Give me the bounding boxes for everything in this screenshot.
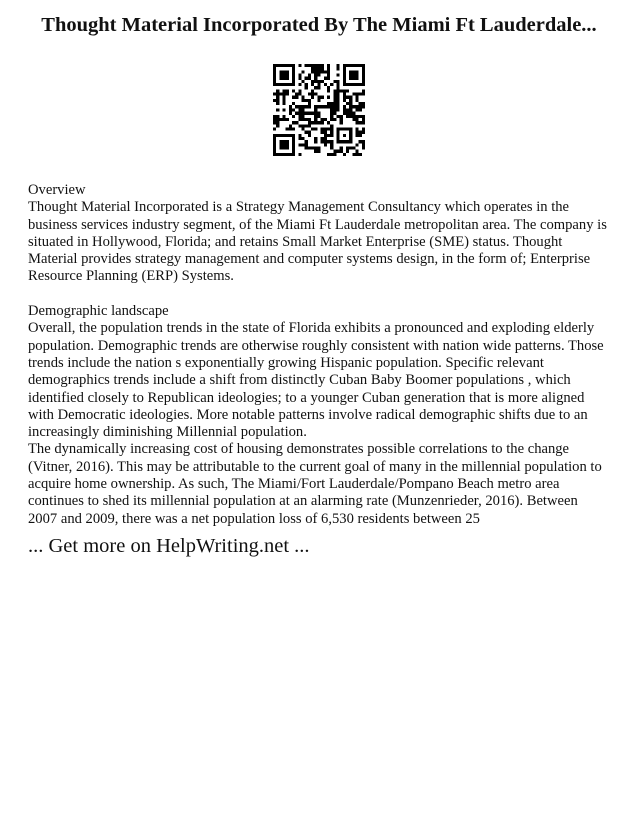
body-paragraph: Overall, the population trends in the state of Florida exhibits a pronounced and exploding elderly population. Demographic trends are otherwise roughly consistent with nation wide patterns. Those trends include the nation s exponentially growing Hispanic population. Specific relevant demographics trends include a shift from distinctly Cuban Baby Boomer populations , which identified closely to Republican ideologies; to a younger Cuban generation that is more aligned with Democratic ideologies. More notable patterns involve radical demographic shifts due to an increasingly diminishing Millennial population. [28, 320, 604, 441]
paragraph-spacer [28, 286, 610, 303]
section-heading: Demographic landscape [28, 303, 169, 320]
document-body [28, 182, 610, 528]
section-overview [28, 182, 610, 286]
section-heading: Overview [28, 182, 86, 198]
document-title: Thought Material Incorporated By The Miami Ft Lauderdale... [41, 14, 597, 36]
section-demographic-landscape [28, 303, 610, 528]
body-paragraph: The dynamically increasing cost of housing demonstrates possible correlations to the change (Vitner, 2016). This may be attributable to the current goal of many in the millennial population to acquire home ownership. As such, The Miami/Fort Lauderdale/Pompano Beach metro area continues to shed its millennial population at an alarming rate (Munzenrieder, 2016). Between 2007 and 2009, there was a net population loss of 6,530 residents between 25 [28, 441, 602, 527]
get-more-link[interactable]: ... Get more on HelpWriting.net ... [28, 535, 310, 557]
qr-code-icon [273, 64, 365, 156]
qr-code-graphic [273, 64, 365, 156]
body-paragraph: Thought Material Incorporated is a Strategy Management Consultancy which operates in the business services industry segment, of the Miami Ft Lauderdale metropolitan area. The company is situated in Hollywood, Florida; and retains Small Market Enterprise (SME) status. Thought Material provides strategy management and computer systems design, in the form of; Enterprise Resource Planning (ERP) Systems. [28, 199, 607, 285]
